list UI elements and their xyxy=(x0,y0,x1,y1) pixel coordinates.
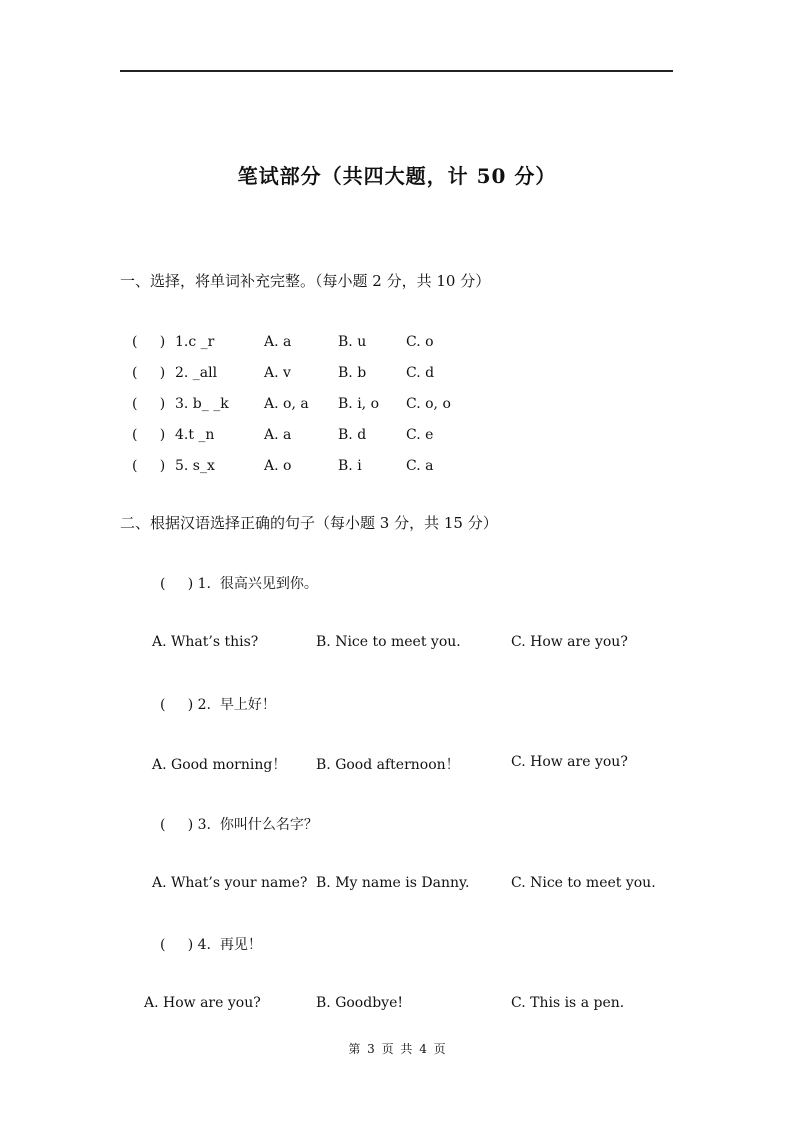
option-c: C. e xyxy=(406,427,434,443)
section1-question-3 xyxy=(0,396,794,416)
question-text: 2. _all xyxy=(175,365,218,381)
option-b: B. Good afternoon！ xyxy=(316,757,460,773)
option-a: A. How are you? xyxy=(144,995,261,1011)
option-b: B. i xyxy=(338,458,362,474)
answer-blank: ( ) xyxy=(132,365,166,381)
option-a: A. v xyxy=(264,365,291,381)
section2-heading: 二、根据汉语选择正确的句子（每小题 3 分，共 15 分） xyxy=(120,514,498,532)
option-a: A. Good morning！ xyxy=(152,757,287,773)
option-a: A. a xyxy=(264,334,292,350)
option-c: C. This is a pen. xyxy=(511,995,625,1011)
answer-blank: ( ) xyxy=(132,334,166,350)
question-text: 3. b_ _k xyxy=(175,396,229,412)
section2-prompt-2: ( ) 2. 早上好！ xyxy=(160,697,276,713)
question-text: 4.t _n xyxy=(175,427,215,443)
option-b: B. My name is Danny. xyxy=(316,875,470,891)
option-b: B. i, o xyxy=(338,396,379,412)
option-b: B. Nice to meet you. xyxy=(316,634,461,650)
option-b: B. b xyxy=(338,365,367,381)
option-c: C. How are you? xyxy=(511,754,628,770)
option-c: C. o xyxy=(406,334,434,350)
section2-options-4 xyxy=(0,995,794,1015)
option-b: B. d xyxy=(338,427,367,443)
option-c: C. o, o xyxy=(406,396,451,412)
section2-prompt-3: ( ) 3. 你叫什么名字？ xyxy=(160,817,318,833)
question-text: 1.c _r xyxy=(175,334,215,350)
option-b: B. Goodbye! xyxy=(316,995,403,1011)
section2-options-3 xyxy=(0,875,794,895)
section2-prompt-4: ( ) 4. 再见！ xyxy=(160,937,262,953)
section1-heading: 一、选择，将单词补充完整。（每小题 2 分，共 10 分） xyxy=(120,272,491,290)
answer-blank: ( ) xyxy=(132,396,166,412)
section1-question-1 xyxy=(0,334,794,354)
option-a: A. o xyxy=(264,458,292,474)
section1-question-2 xyxy=(0,365,794,385)
section2-options-2 xyxy=(0,754,794,774)
option-c: C. a xyxy=(406,458,434,474)
answer-blank: ( ) xyxy=(132,458,166,474)
page-footer: 第 3 页 共 4 页 xyxy=(348,1042,446,1056)
section1-question-4 xyxy=(0,427,794,447)
page-title: 笔试部分（共四大题，计 50 分） xyxy=(237,164,557,188)
answer-blank: ( ) xyxy=(132,427,166,443)
option-c: C. How are you? xyxy=(511,634,628,650)
option-a: A. What’s this? xyxy=(152,634,259,650)
option-a: A. What’s your name? xyxy=(152,875,308,891)
section1-question-5 xyxy=(0,458,794,478)
question-text: 5. s_x xyxy=(175,458,215,474)
option-c: C. d xyxy=(406,365,435,381)
section2-options-1 xyxy=(0,634,794,654)
header-rule xyxy=(120,70,673,72)
option-a: A. a xyxy=(264,427,292,443)
section2-prompt-1: ( ) 1. 很高兴见到你。 xyxy=(160,576,318,592)
option-a: A. o, a xyxy=(264,396,309,412)
option-b: B. u xyxy=(338,334,367,350)
option-c: C. Nice to meet you. xyxy=(511,875,656,891)
